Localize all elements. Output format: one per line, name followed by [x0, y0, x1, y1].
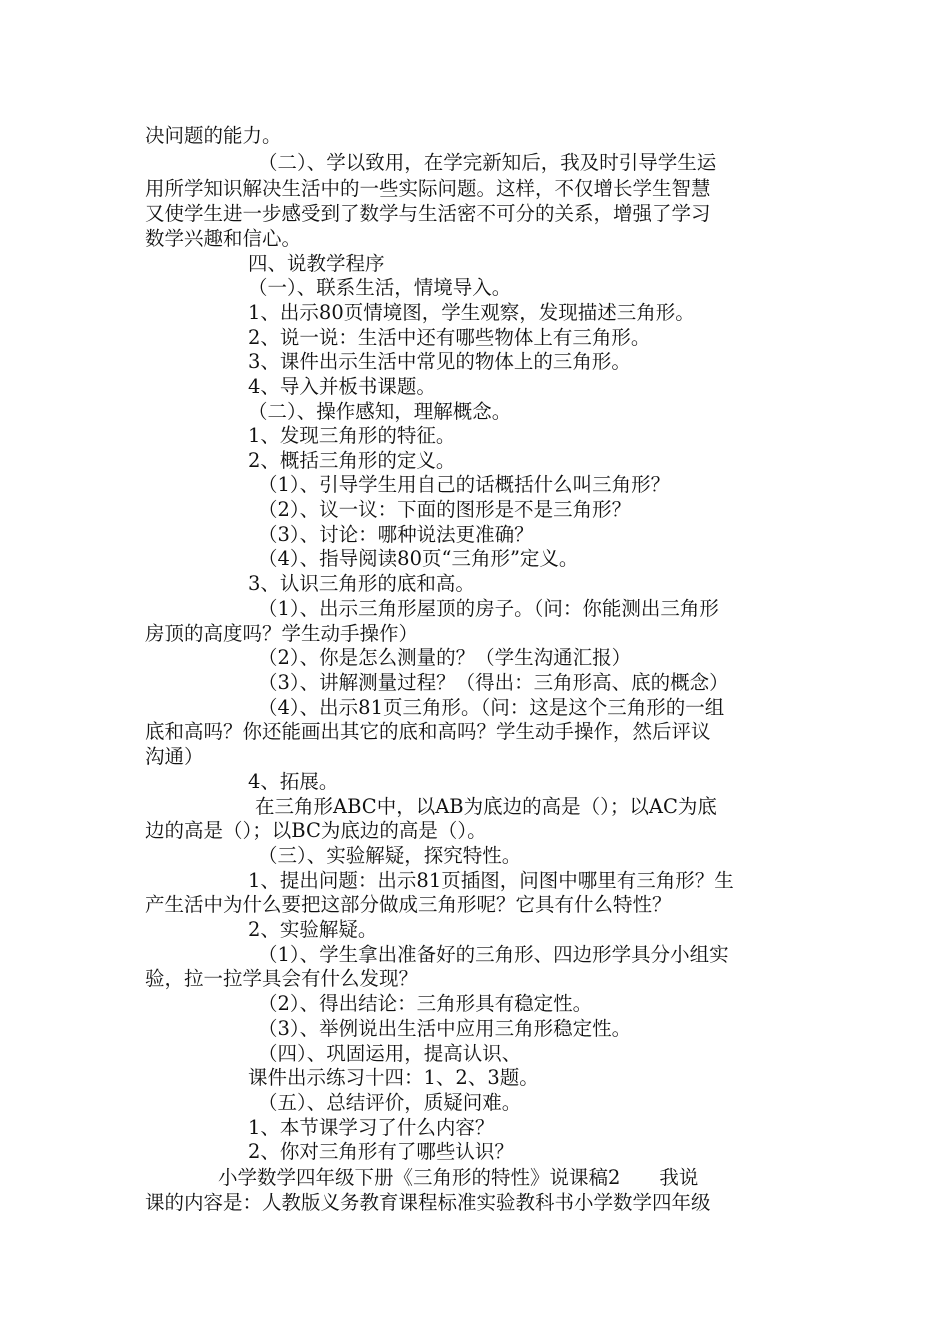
text-line: （1）、学生拿出准备好的三角形、四边形学具分小组实 [258, 943, 729, 966]
text-line: （2）、你是怎么测量的？（学生沟通汇报） [258, 646, 632, 669]
text-line: 1、出示80页情境图，学生观察，发现描述三角形。 [248, 301, 695, 324]
text-line: 3、课件出示生活中常见的物体上的三角形。 [248, 350, 631, 373]
text-line: （1）、出示三角形屋顶的房子。（问：你能测出三角形 [258, 597, 719, 620]
text-line: 2、实验解疑。 [248, 918, 378, 941]
text-line: 课的内容是：人教版义务教育课程标准实验教科书小学数学四年级 [145, 1191, 711, 1214]
text-line: 用所学知识解决生活中的一些实际问题。这样，不仅增长学生智慧 [145, 177, 711, 200]
text-line: （3）、举例说出生活中应用三角形稳定性。 [258, 1017, 632, 1040]
text-line: （2）、得出结论：三角形具有稳定性。 [258, 992, 593, 1015]
text-line: 数学兴趣和信心。 [145, 227, 302, 250]
text-line: 4、拓展。 [248, 770, 339, 793]
text-line: 2、概括三角形的定义。 [248, 449, 456, 472]
text-line: 1、提出问题：出示81页插图，问图中哪里有三角形？生 [248, 869, 734, 892]
text-line: （二）、操作感知，理解概念。 [248, 400, 512, 423]
section-heading: 四、说教学程序 [248, 252, 385, 275]
text-line: （3）、讨论：哪种说法更准确？ [258, 523, 534, 546]
text-line: 4、导入并板书课题。 [248, 375, 436, 398]
text-line: 在三角形ABC中，以AB为底边的高是（）；以AC为底 [255, 795, 717, 818]
text-line: 课件出示练习十四：1、2、3题。 [248, 1066, 539, 1089]
text-line: 又使学生进一步感受到了数学与生活密不可分的关系，增强了学习 [145, 202, 711, 225]
text-line: （二）、学以致用，在学完新知后，我及时引导学生运 [258, 151, 717, 174]
text-line: 底和高吗？你还能画出其它的底和高吗？学生动手操作，然后评议 [145, 720, 711, 743]
text-line: 决问题的能力。 [145, 124, 282, 147]
text-line: 1、发现三角形的特征。 [248, 424, 456, 447]
text-line: （3）、讲解测量过程？（得出：三角形高、底的概念） [258, 671, 729, 694]
text-line: 沟通） [145, 745, 204, 768]
text-line: （三）、实验解疑，探究特性。 [258, 844, 522, 867]
text-line: 3、认识三角形的底和高。 [248, 572, 475, 595]
text-line: （五）、总结评价，质疑问难。 [258, 1091, 522, 1114]
text-line: 验，拉一拉学具会有什么发现？ [145, 967, 419, 990]
text-line: 产生活中为什么要把这部分做成三角形呢？它具有什么特性？ [145, 893, 672, 916]
text-line: 边的高是（）；以BC为底边的高是（）。 [145, 819, 487, 842]
text-line: 1、本节课学习了什么内容？ [248, 1116, 495, 1139]
text-line: 房顶的高度吗？学生动手操作） [145, 622, 419, 645]
text-line: （2）、议一议：下面的图形是不是三角形？ [258, 498, 632, 521]
text-line: （4）、指导阅读80页“三角形”定义。 [258, 547, 579, 570]
text-line: 2、说一说：生活中还有哪些物体上有三角形。 [248, 326, 651, 349]
text-line: （4）、出示81页三角形。（问：这是这个三角形的一组 [258, 696, 725, 719]
text-line: （一）、联系生活，情境导入。 [248, 276, 512, 299]
text-line: 2、你对三角形有了哪些认识？ [248, 1140, 514, 1163]
text-line: （四）、巩固运用，提高认识、 [258, 1042, 522, 1065]
text-line: （1）、引导学生用自己的话概括什么叫三角形？ [258, 473, 671, 496]
text-line: 小学数学四年级下册《三角形的特性》说课稿2 我说 [218, 1166, 699, 1189]
